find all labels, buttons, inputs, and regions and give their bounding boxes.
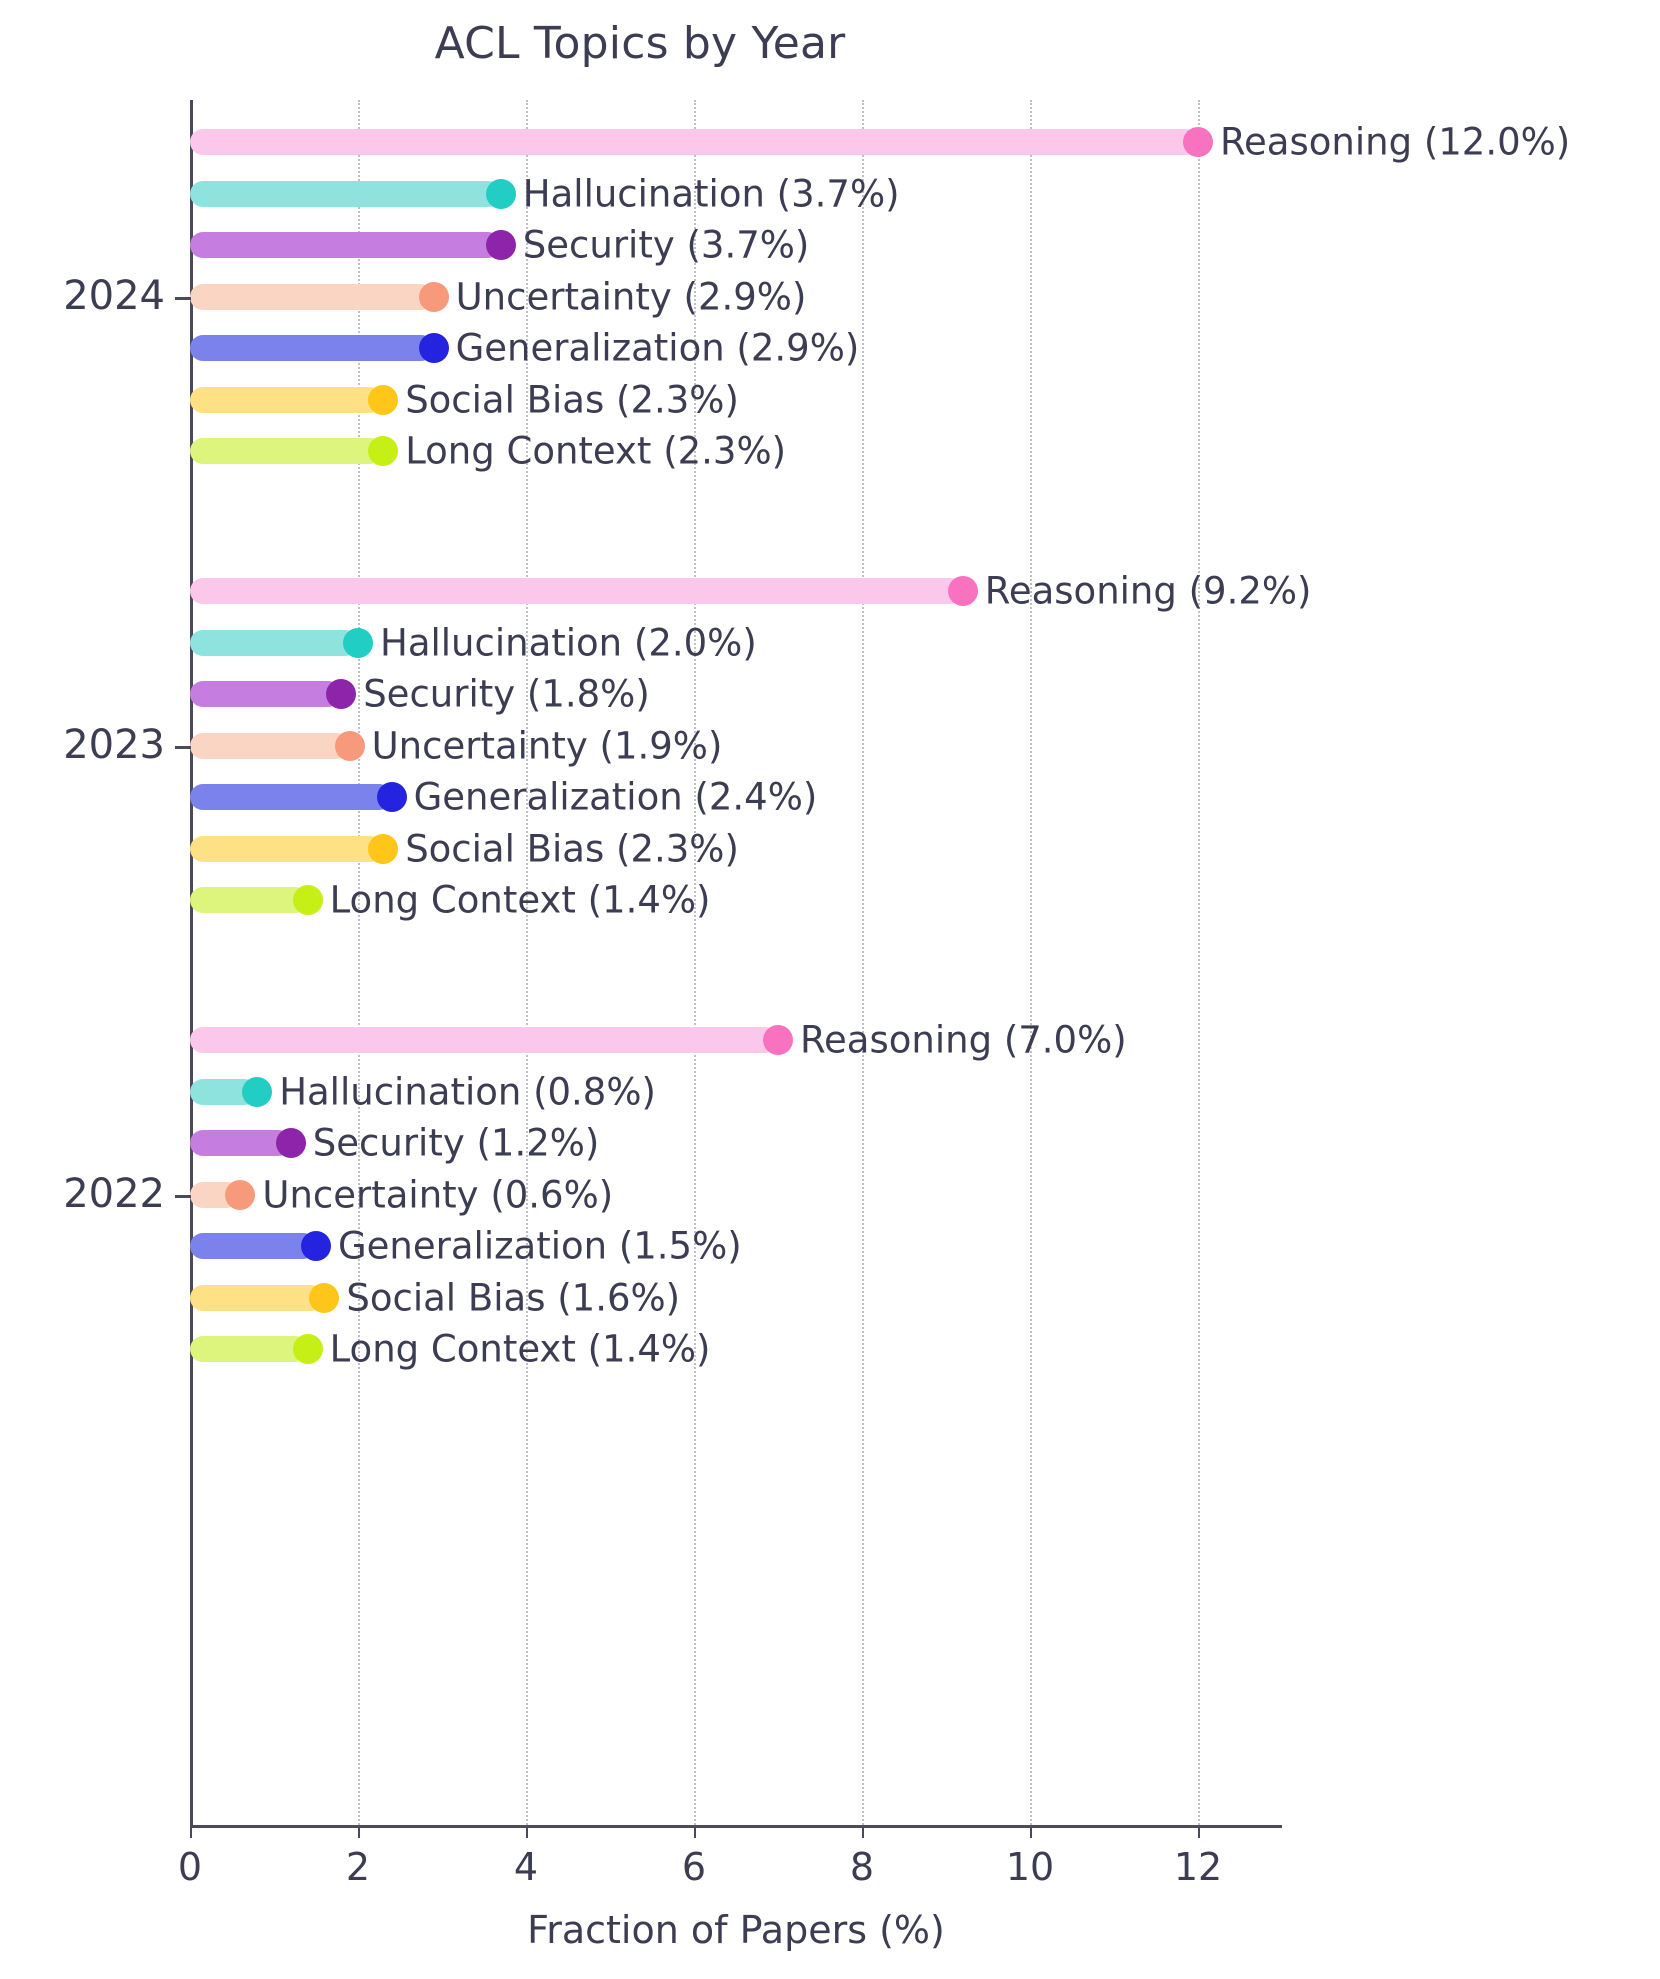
lollipop-label: Long Context (1.4%) [329,878,711,922]
lollipop-label: Generalization (2.4%) [413,775,818,819]
x-tick-mark-6 [694,1828,696,1838]
lollipop-label: Reasoning (12.0%) [1220,120,1571,164]
lollipop-stem-reasoning [190,578,963,604]
lollipop-label: Security (1.2%) [312,1121,600,1165]
lollipop-row [190,275,1282,318]
lollipop-stem-hallucination [190,181,501,207]
lollipop-row [190,672,1282,716]
x-tick-label-2: 2 [345,1845,371,1889]
lollipop-row [190,1173,1282,1216]
x-tick-label-12: 12 [1173,1845,1223,1889]
lollipop-label: Security (1.8%) [363,672,650,716]
lollipop-label: Uncertainty (2.9%) [455,275,807,318]
lollipop-row [190,1224,1282,1268]
lollipop-label: Generalization (1.5%) [338,1224,742,1268]
lollipop-label: Hallucination (3.7%) [522,172,900,215]
lollipop-label: Long Context (1.4%) [329,1327,711,1371]
x-axis-label: Fraction of Papers (%) [527,1908,945,1952]
chart-title: ACL Topics by Year [434,18,846,69]
lollipop-label: Generalization (2.9%) [455,326,860,370]
lollipop-label: Uncertainty (0.6%) [262,1173,614,1216]
lollipop-label: Reasoning (7.0%) [800,1018,1127,1062]
lollipop-label: Security (3.7%) [522,223,810,267]
lollipop-row [190,1018,1282,1062]
lollipop-row [190,120,1571,164]
lollipop-label: Reasoning (9.2%) [984,569,1312,613]
y-tick-label-2023: 2023 [63,721,165,768]
lollipop-stem-long-context [190,1336,308,1362]
lollipop-stem-uncertainty [190,284,434,310]
x-tick-label-4: 4 [513,1845,539,1889]
y-tick-label-2022: 2022 [63,1170,165,1217]
lollipop-stem-security [190,681,341,707]
lollipop-row [190,827,1282,870]
lollipop-row [190,429,1282,473]
x-tick-label-10: 10 [1005,1845,1055,1889]
y-tick-mark-2022 [175,1195,191,1198]
y-tick-mark-2024 [175,297,191,300]
lollipop-row [190,1121,1282,1165]
lollipop-row [190,569,1312,613]
lollipop-label: Social Bias (1.6%) [346,1276,681,1319]
lollipop-stem-generalization [190,784,392,810]
lollipop-stem-uncertainty [190,733,350,759]
lollipop-row [190,621,1282,664]
y-tick-mark-2023 [175,746,191,749]
lollipop-stem-generalization [190,1233,316,1259]
lollipop-label: Hallucination (0.8%) [279,1070,656,1113]
x-tick-mark-12 [1198,1828,1200,1838]
lollipop-stem-social-bias [190,387,383,413]
lollipop-stem-social-bias [190,1285,324,1311]
lollipop-stem-long-context [190,887,308,913]
x-tick-label-8: 8 [849,1845,875,1889]
lollipop-row [190,724,1282,767]
x-tick-mark-8 [862,1828,864,1838]
x-tick-label-0: 0 [177,1845,203,1889]
x-tick-label-6: 6 [681,1845,707,1889]
lollipop-stem-security [190,232,501,258]
lollipop-row [190,878,1282,922]
lollipop-stem-long-context [190,438,383,464]
x-tick-mark-4 [526,1828,528,1838]
lollipop-row [190,378,1282,421]
lollipop-label: Hallucination (2.0%) [380,621,757,664]
lollipop-row [190,1070,1282,1113]
lollipop-row [190,775,1282,819]
lollipop-row [190,223,1282,267]
lollipop-stem-social-bias [190,836,383,862]
x-tick-mark-0 [190,1828,192,1838]
plot-area [190,100,1571,1825]
lollipop-stem-hallucination [190,630,358,656]
lollipop-stem-generalization [190,335,434,361]
lollipop-row [190,172,1282,215]
lollipop-label: Uncertainty (1.9%) [371,724,723,767]
x-axis-spine [190,1825,1282,1828]
lollipop-label: Long Context (2.3%) [405,429,787,473]
lollipop-label: Social Bias (2.3%) [405,827,739,870]
lollipop-row [190,326,1282,370]
lollipop-stem-reasoning [190,129,1198,155]
x-tick-mark-10 [1030,1828,1032,1838]
lollipop-label: Social Bias (2.3%) [405,378,739,421]
x-tick-mark-2 [358,1828,360,1838]
lollipop-stem-reasoning [190,1027,778,1053]
y-tick-label-2024: 2024 [63,272,165,319]
lollipop-row [190,1327,1282,1371]
lollipop-row [190,1276,1282,1319]
